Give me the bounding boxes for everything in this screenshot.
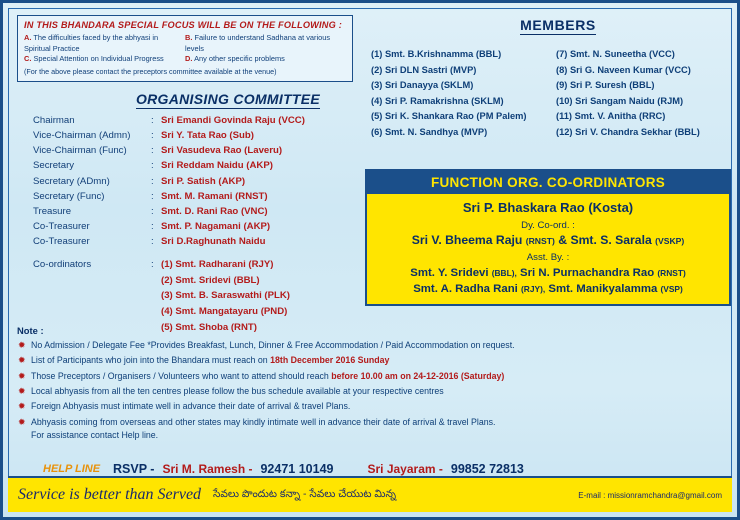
note-section [17, 325, 725, 445]
assistant-4-name: Smt. Manikyalamma [548, 283, 658, 296]
assistant-line-2 [367, 281, 729, 297]
committee-colon: : [151, 175, 154, 187]
committee-colon: : [151, 145, 154, 157]
committee-name: Smt. P. Nagamani (AKP) [161, 221, 271, 233]
focus-item-b-label: B. [185, 33, 193, 42]
focus-item-a-text: The difficulties faced by the abhyasi in Spiritual Practice [24, 33, 159, 53]
focus-item-b-text: Failure to understand Sadhana at various levels [185, 33, 331, 53]
committee-name: Sri Vasudeva Rao (Laveru) [161, 145, 283, 157]
focus-footnote: (For the above please contact the preceptors committee available at the venue) [24, 67, 277, 77]
note-text: Those Preceptors / Organisers / Volunteers who want to attend should reach [31, 370, 332, 381]
committee-row [33, 189, 363, 204]
focus-item-d [185, 54, 346, 65]
organising-committee-title [103, 91, 353, 107]
committee-colon: : [151, 115, 154, 126]
note-title: Note : [17, 325, 44, 336]
note-text: Local abhyasis from all the ten centres please follow the bus schedule available at your respective centres [31, 386, 444, 397]
organising-committee-title-text: ORGANISING COMMITTEE [135, 91, 321, 107]
asterisk-icon: ✹ [18, 416, 26, 427]
coordinator-item: (5) Smt. Shoba (RNT) [161, 321, 257, 333]
focus-item-c-text: Special Attention on Individual Progress [33, 54, 164, 64]
note-text-extra: *Provides Breakfast, Lunch, Dinner & Free Accommodation / Paid Accommodation on request. [147, 340, 515, 350]
committee-name: Sri D.Raghunath Naidu [161, 236, 266, 248]
committee-role: Secretary (Func) [33, 190, 105, 202]
committee-role: Co-Treasurer [33, 236, 90, 248]
focus-item-c [24, 54, 185, 65]
coordinator-item: (2) Smt. Sridevi (BBL) [161, 274, 260, 286]
asterisk-icon: ✹ [18, 355, 26, 366]
committee-colon: : [151, 221, 154, 233]
members-grid [371, 47, 739, 141]
function-coordinator-main: Sri P. Bhaskara Rao (Kosta) [462, 200, 634, 215]
coordinator-item: (4) Smt. Mangatayaru (PND) [161, 306, 288, 317]
member-item: (1) Smt. B.Krishnamma (BBL) [371, 49, 502, 59]
focus-item-b [185, 33, 346, 54]
helpline-contact-1-number[interactable]: 92471 10149 [260, 462, 334, 476]
member-item: (2) Sri DLN Sastri (MVP) [371, 64, 477, 75]
deputy-1-name: Sri V. Bheema Raju [411, 233, 523, 247]
committee-row [33, 204, 363, 219]
note-text: No Admission / Delegate Fee [31, 340, 148, 350]
committee-colon: : [151, 130, 154, 142]
helpline-contact-1-name: Sri M. Ramesh - [162, 462, 253, 476]
member-item: (5) Sri K. Shankara Rao (PM Palem) [371, 111, 527, 122]
members-column-right [556, 47, 739, 141]
special-focus-title: IN THIS BHANDARA SPECIAL FOCUS WILL BE ON THE FOLLOWING : [24, 20, 342, 30]
special-focus-box [17, 15, 353, 82]
note-item [17, 354, 725, 367]
committee-role: Treasure [33, 205, 72, 217]
assistants-names [367, 265, 729, 297]
committee-row [33, 128, 363, 143]
focus-item-d-label: D. [185, 54, 193, 64]
helpline-contact-2-number[interactable]: 99852 72813 [450, 462, 524, 476]
deputy-2-tag: (VSKP) [655, 236, 685, 246]
note-highlight: before 10.00 am on 24-12-2016 (Saturday) [331, 370, 505, 381]
assistant-2-name: Sri N. Purnachandra Rao [520, 267, 655, 279]
member-item: (3) Sri Danayya (SKLM) [371, 80, 474, 91]
committee-colon: : [151, 236, 154, 248]
asterisk-icon: ✹ [18, 401, 26, 412]
note-text: List of Participants who join into the Bhandara must reach on [31, 355, 271, 366]
note-item [17, 339, 725, 352]
committee-name: Smt. D. Rani Rao (VNC) [161, 205, 268, 217]
note-text: Foreign Abhyasis must intimate well in advance their date of arrival & travel Plans. [31, 401, 351, 412]
committee-name: Sri P. Satish (AKP) [161, 175, 246, 187]
committee-row [33, 158, 363, 173]
function-coordinators-box [365, 169, 731, 306]
member-item: (7) Smt. N. Suneetha (VCC) [556, 49, 675, 59]
assistant-3-name: Smt. A. Radha Rani [413, 283, 518, 296]
focus-item-a-label: A. [24, 33, 32, 42]
committee-colon: : [151, 259, 154, 271]
committee-row [33, 143, 363, 158]
footer-email[interactable]: E-mail : missionramchandra@gmail.com [578, 490, 722, 500]
assistant-1-tag: (BBL), [491, 268, 517, 278]
note-item [17, 370, 725, 383]
assistants-label: Asst. By. : [526, 252, 570, 263]
note-item [17, 385, 725, 398]
assistant-1-name: Smt. Y. Sridevi [410, 267, 489, 279]
note-highlight: 18th December 2016 Sunday [270, 355, 390, 366]
assistant-3-tag: (RJY), [521, 284, 546, 295]
committee-role: Chairman [33, 115, 75, 126]
members-title [383, 17, 733, 33]
note-item [17, 400, 725, 413]
deputy-join: & [558, 233, 568, 247]
committee-colon: : [151, 190, 154, 202]
footer-slogan: Service is better than Served [18, 486, 202, 503]
deputy-1-tag: (RNST) [525, 236, 555, 246]
note-text-continued: For assistance contact Help line. [31, 430, 159, 441]
organising-committee-list [33, 113, 363, 335]
members-column-left [371, 47, 556, 141]
member-item: (11) Smt. V. Anitha (RRC) [556, 111, 666, 122]
coordinators-label: Co-ordinators [33, 259, 92, 271]
committee-role: Vice-Chairman (Func) [33, 145, 127, 157]
members-title-text: MEMBERS [520, 17, 596, 33]
committee-name: Sri Y. Tata Rao (Sub) [161, 130, 254, 142]
asterisk-icon: ✹ [18, 370, 26, 381]
asterisk-icon: ✹ [18, 340, 26, 350]
committee-row [33, 113, 363, 128]
committee-role: Vice-Chairman (Admn) [33, 130, 131, 142]
committee-colon: : [151, 205, 154, 217]
asterisk-icon: ✹ [18, 386, 26, 397]
coordinators-block [33, 257, 363, 335]
focus-item-d-text: Any other specific problems [194, 54, 285, 64]
note-text: Abhyasis coming from overseas and other states may kindly intimate well in advance their date of arrival & travel Plans. [31, 416, 496, 427]
footer-bar [8, 476, 732, 512]
committee-colon: : [151, 160, 154, 172]
member-item: (6) Smt. N. Sandhya (MVP) [371, 127, 488, 138]
committee-role: Secretary [33, 160, 75, 172]
coordinator-item: (3) Smt. B. Saraswathi (PLK) [161, 290, 291, 302]
helpline-label: HELP LINE [43, 463, 101, 475]
function-coordinators-header: FUNCTION ORG. CO-ORDINATORS [367, 171, 729, 194]
deputy-coordinator-label: Dy. Co-ord. : [521, 220, 575, 231]
member-item: (9) Sri P. Suresh (BBL) [556, 80, 655, 91]
committee-name: Sri Emandi Govinda Raju (VCC) [161, 115, 305, 126]
member-item: (8) Sri G. Naveen Kumar (VCC) [556, 64, 691, 75]
deputy-2-name: Smt. S. Sarala [570, 233, 652, 247]
assistant-4-tag: (VSP) [660, 284, 683, 295]
deputy-coordinator-names [367, 233, 729, 247]
committee-name: Sri Reddam Naidu (AKP) [161, 160, 273, 172]
coordinator-item: (1) Smt. Radharani (RJY) [161, 259, 274, 271]
focus-row [24, 54, 346, 65]
committee-role: Secretary (ADmn) [33, 175, 110, 187]
member-item: (10) Sri Sangam Naidu (RJM) [556, 95, 684, 106]
committee-role: Co-Treasurer [33, 221, 90, 233]
focus-item-c-label: C. [24, 54, 32, 64]
committee-row [33, 219, 363, 234]
note-item [17, 416, 725, 443]
rsvp-label: RSVP - [113, 462, 155, 476]
committee-row [33, 174, 363, 189]
footer-slogan-telugu: సేవలు పొందుట కన్నా - సేవలు చేయుట మిన్న [213, 487, 396, 500]
helpline-contact-2-name: Sri Jayaram - [367, 462, 443, 476]
assistant-2-tag: (RNST) [657, 268, 686, 278]
focus-row [24, 33, 346, 54]
member-item: (12) Sri V. Chandra Sekhar (BBL) [556, 127, 700, 138]
member-item: (4) Sri P. Ramakrishna (SKLM) [371, 95, 504, 106]
assistant-line-1 [367, 265, 729, 281]
committee-name: Smt. M. Ramani (RNST) [161, 190, 268, 202]
committee-row [33, 234, 363, 249]
focus-item-a [24, 33, 185, 54]
